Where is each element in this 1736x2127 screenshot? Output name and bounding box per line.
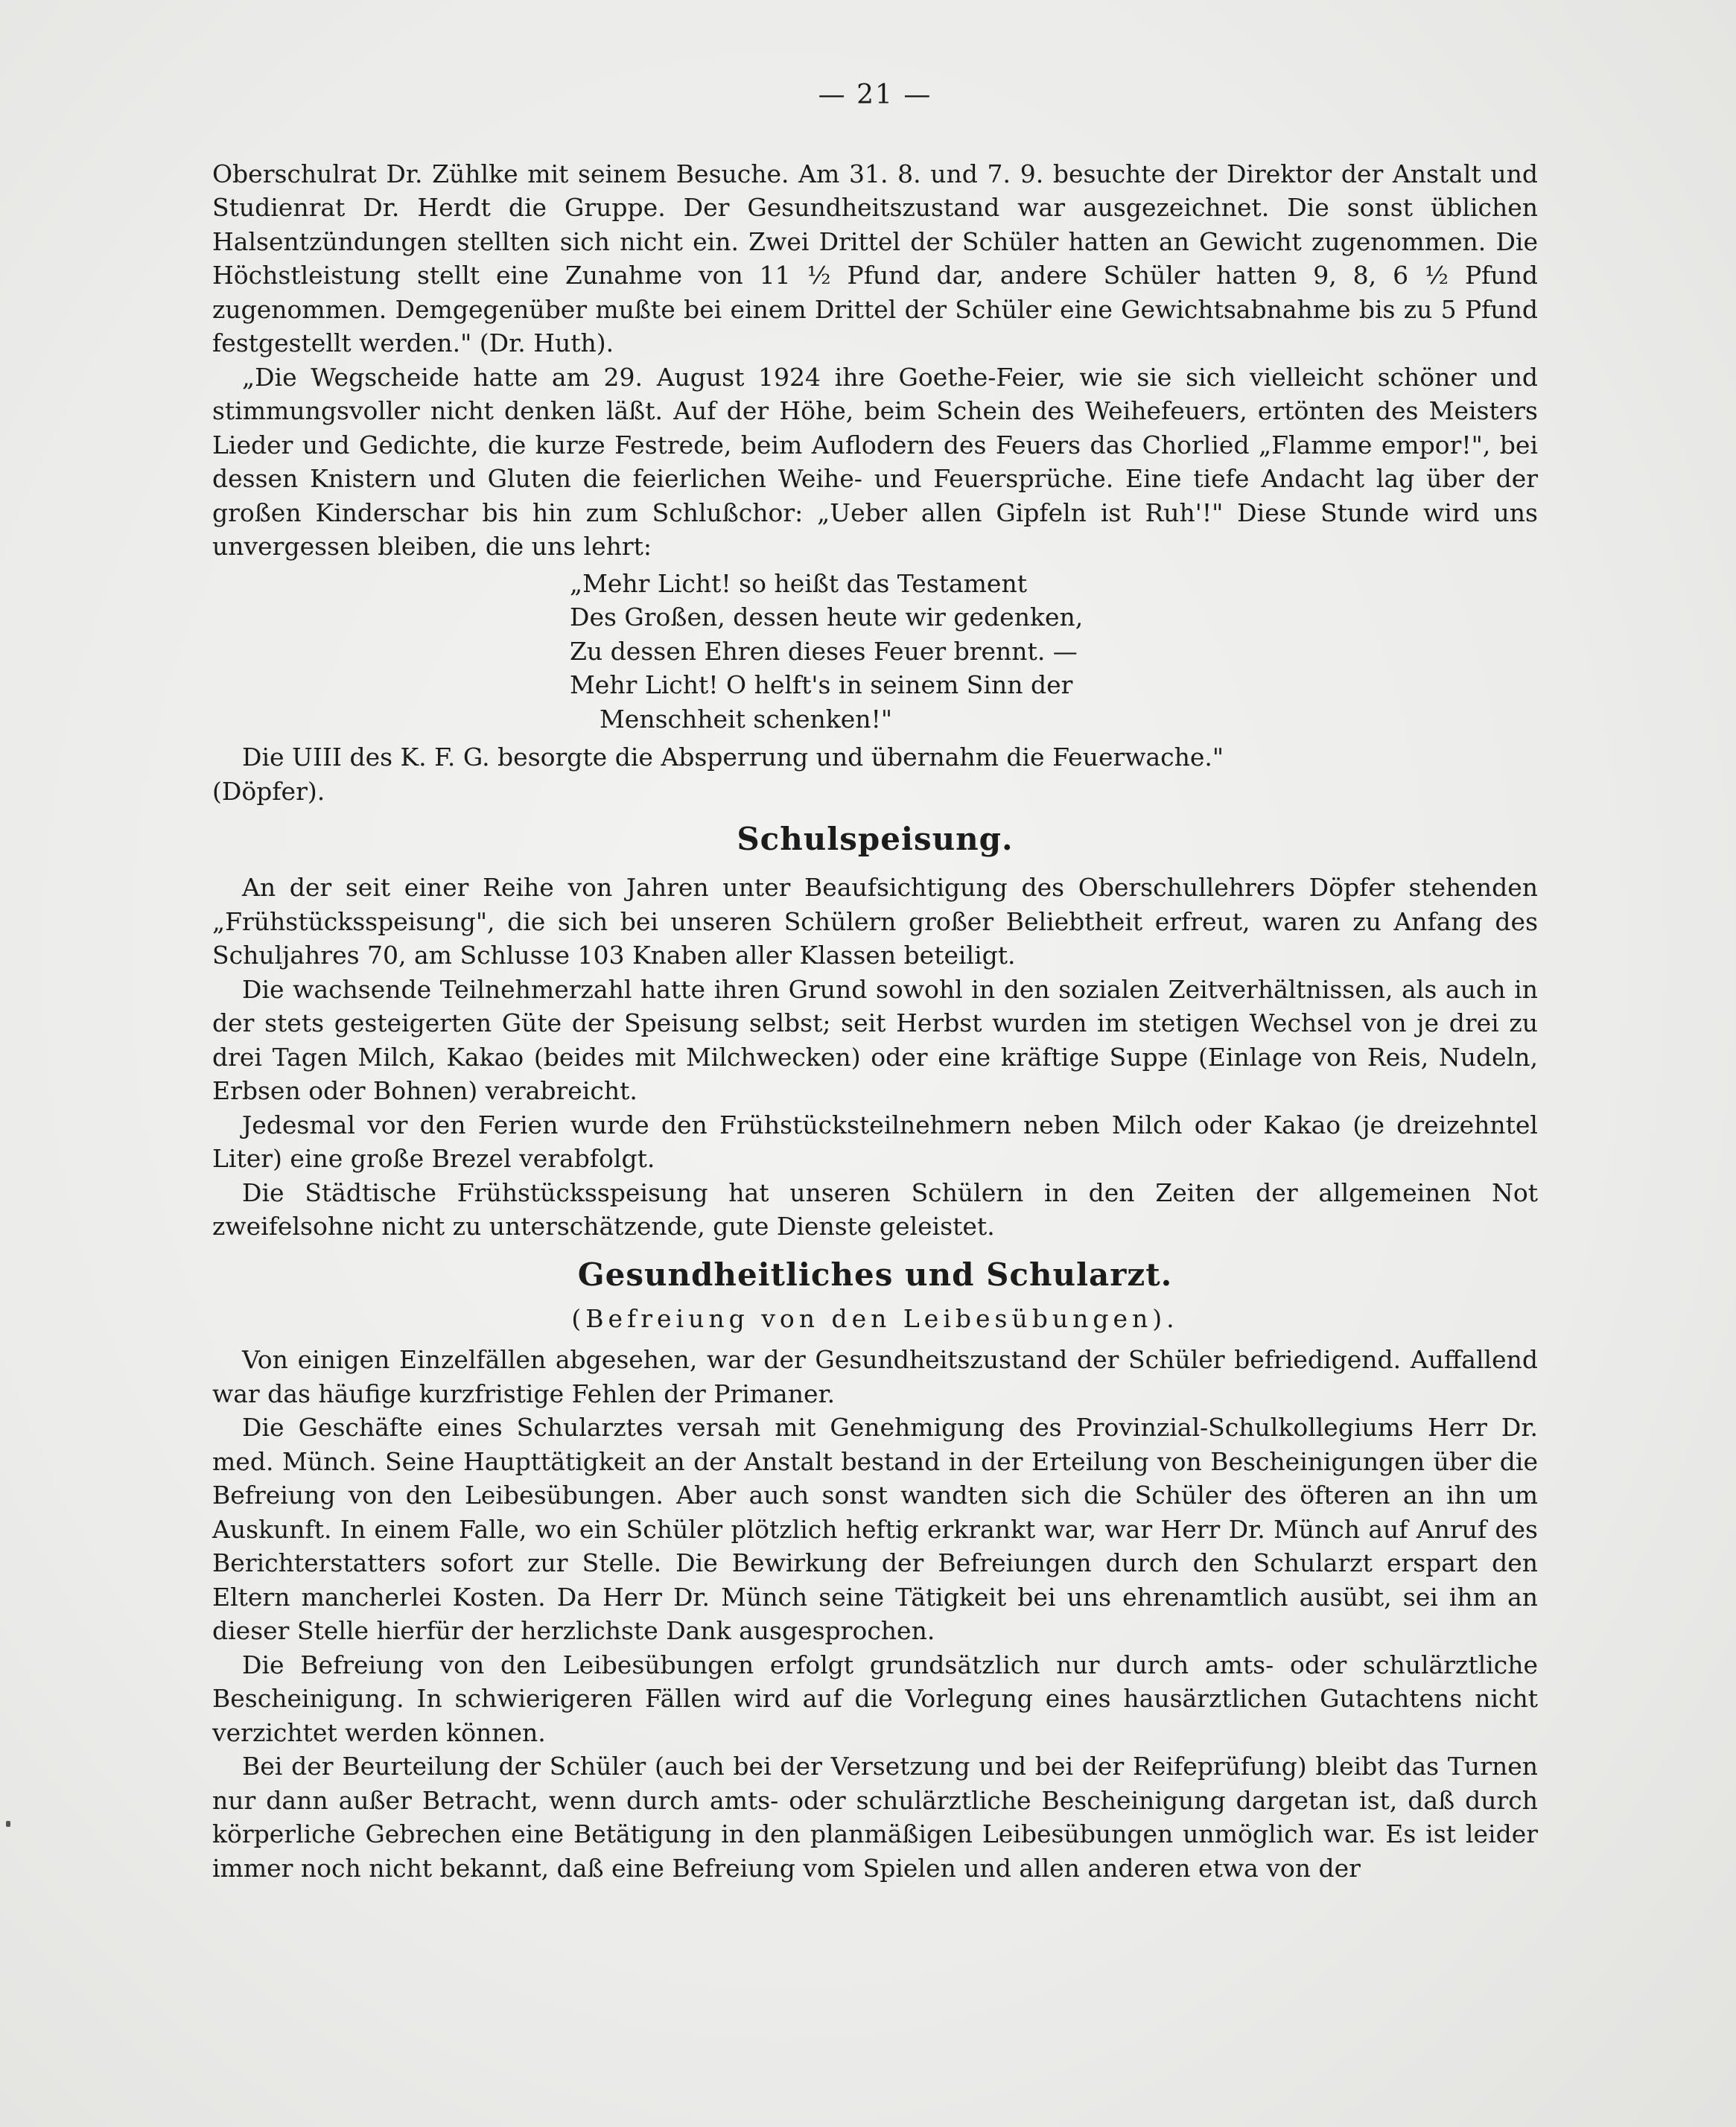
section-title-gesundheitliches: Gesundheitliches und Schularzt.: [577, 1256, 1173, 1293]
poem-line: „Mehr Licht! so heißt das Testament: [570, 568, 1027, 598]
section2-paragraph: Von einigen Einzelfällen abgesehen, war der Gesundheitszustand der Schüler befriedigend. Auffallend war das häufige kurzfristige Fehlen der Primaner.: [212, 1345, 1538, 1408]
section1-paragraph: An der seit einer Reihe von Jahren unter Beaufsichtigung des Oberschullehrers Döpfer stehenden „Frühstücksspeisung", die sich bei unseren Schülern großer Beliebtheit erfreut, waren zu Anfang des Schuljahres 70, am Schlusse 103 Knaben aller Klassen beteiligt.: [212, 873, 1538, 970]
scan-artifact: [6, 1821, 10, 1827]
poem: [570, 567, 1538, 737]
section1-paragraph: Die wachsende Teilnehmerzahl hatte ihren Grund sowohl in den sozialen Zeitverhältnissen, als auch in der stets gesteigerten Güte der Speisung selbst; seit Herbst wurden im stetigen Wechsel von je drei zu drei Tagen Milch, Kakao (beides mit Milchwecken) oder eine kräftige Suppe (Einlage von Reis, Nudeln, Erbsen oder Bohnen) verabreicht.: [212, 974, 1538, 1105]
section1-paragraph: Die Städtische Frühstücksspeisung hat unseren Schülern in den Zeiten der allgemeinen Not zweifelsohne nicht zu unterschätzende, gute Dienste geleistet.: [212, 1177, 1538, 1241]
section2-paragraph: Die Geschäfte eines Schularztes versah mit Genehmigung des Provinzial-Schulkollegiums Herr Dr. med. Münch. Seine Haupttätigkeit an der Anstalt bestand in der Erteilung von Bescheinigungen über die Befreiung von den Leibesübungen. Aber auch sonst wandten sich die Schüler des öfteren an ihn um Auskunft. In einem Falle, wo ein Schüler plötzlich heftig erkrankt war, war Herr Dr. Münch auf Anruf des Berichterstatters sofort zur Stelle. Die Bewirkung der Befreiungen durch den Schularzt erspart den Eltern mancherlei Kosten. Da Herr Dr. Münch seine Tätigkeit bei uns ehrenamtlich ausübt, sei ihm an dieser Stelle hierfür der herzlichste Dank ausgesprochen.: [212, 1413, 1538, 1645]
section2-paragraph: Bei der Beurteilung der Schüler (auch bei der Versetzung und bei der Reifeprüfung) bleibt das Turnen nur dann außer Betracht, wenn durch amts- oder schulärztliche Bescheinigung dargetan ist, daß durch körperliche Gebrechen eine Betätigung in den planmäßigen Leibesübungen unmöglich war. Es ist leider immer noch nicht bekannt, daß eine Befreiung vom Spielen und allen anderen etwa von der: [212, 1752, 1538, 1883]
paragraph-intro-2: „Die Wegscheide hatte am 29. August 1924 ihre Goethe-Feier, wie sie sich vielleicht schöner und stimmungsvoller nicht denken läßt. Auf der Höhe, beim Schein des Weihefeuers, ertönten des Meisters Lieder und Gedichte, die kurze Festrede, beim Auflodern des Feuers das Chorlied „Flamme empor!", bei dessen Knistern und Gluten die feierlichen Weihe- und Feuersprüche. Eine tiefe Andacht lag über der großen Kinderschar bis hin zum Schlußchor: „Ueber allen Gipfeln ist Ruh'!" Diese Stunde wird uns unvergessen bleiben, die uns lehrt:: [212, 362, 1538, 561]
poem-line: Zu dessen Ehren dieses Feuer brennt. —: [570, 636, 1078, 666]
paragraph-after-poem: Die UIII des K. F. G. besorgte die Absperrung und übernahm die Feuerwache.": [242, 743, 1224, 772]
section-title-schulspeisung: Schulspeisung.: [737, 821, 1014, 857]
author-signature: (Döpfer).: [212, 776, 325, 806]
page-number: — 21 —: [818, 80, 932, 110]
section2-paragraph: Die Befreiung von den Leibesübungen erfolgt grundsätzlich nur durch amts- oder schulärztliche Bescheinigung. In schwierigeren Fällen wird auf die Vorlegung eines hausärztlichen Gutachtens nicht verzichtet werden können.: [212, 1650, 1538, 1747]
poem-line: Mehr Licht! O helft's in seinem Sinn der: [570, 670, 1073, 699]
poem-line: Menschheit schenken!": [600, 704, 893, 734]
section-subtitle: (Befreiung von den Leibesübungen).: [571, 1303, 1179, 1333]
section1-paragraph: Jedesmal vor den Ferien wurde den Frühstücksteilnehmern neben Milch oder Kakao (je dreizehntel Liter) eine große Brezel verabfolgt.: [212, 1110, 1538, 1173]
poem-line: Des Großen, dessen heute wir gedenken,: [570, 603, 1084, 632]
text-column: [212, 78, 1538, 1885]
paragraph-intro-1: Oberschulrat Dr. Zühlke mit seinem Besuche. Am 31. 8. und 7. 9. besuchte der Direktor der Anstalt und Studienrat Dr. Herdt die Gruppe. Der Gesundheitszustand war ausgezeichnet. Die sonst üblichen Halsentzündungen stellten sich nicht ein. Zwei Drittel der Schüler hatten an Gewicht zugenommen. Die Höchstleistung stellt eine Zunahme von 11 ½ Pfund dar, andere Schüler hatten 9, 8, 6 ½ Pfund zugenommen. Demgegenüber mußte bei einem Drittel der Schüler eine Gewichtsabnahme bis zu 5 Pfund festgestellt werden." (Dr. Huth).: [212, 159, 1538, 357]
